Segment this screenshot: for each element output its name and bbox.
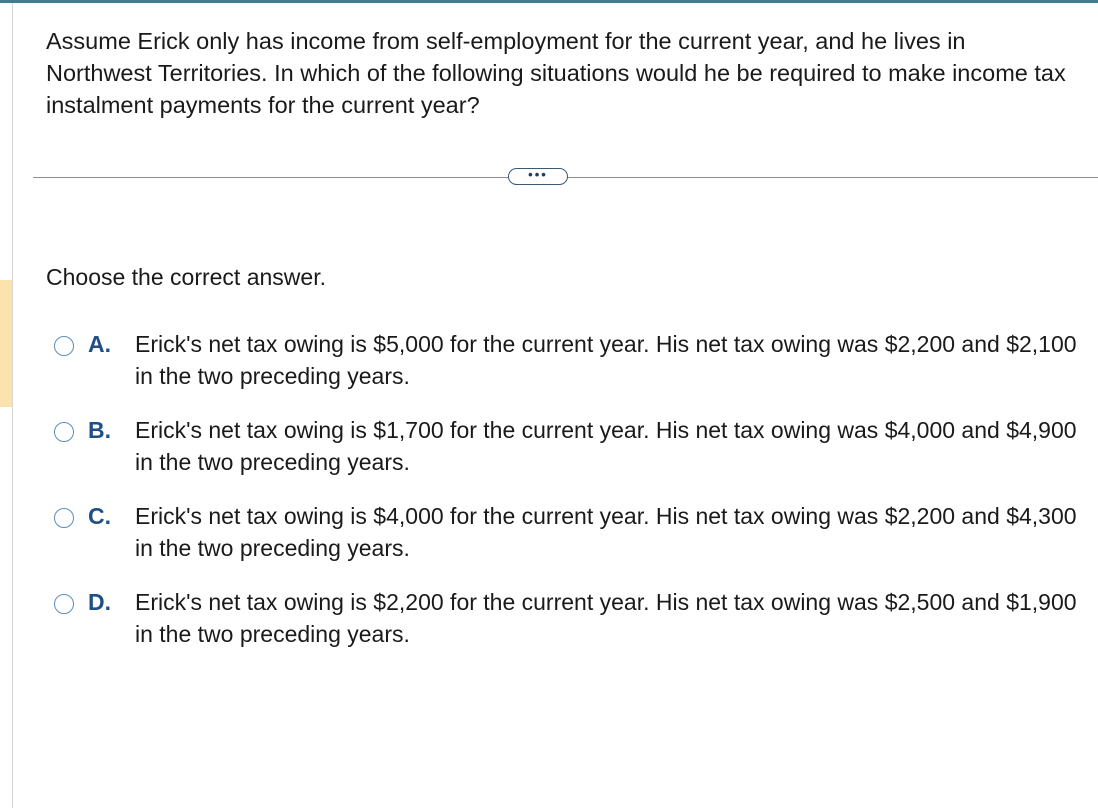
option-letter-c: C.: [88, 503, 111, 529]
ellipsis-icon: •••: [528, 166, 548, 182]
question-text: Assume Erick only has income from self-employment for the current year, and he lives in Northwest Territories. In which of the following situations would he be required to make income tax instalment payments for the current year?: [46, 28, 1066, 118]
option-b[interactable]: [54, 414, 1084, 500]
radio-button-a[interactable]: [54, 336, 74, 356]
side-highlight-tab: [0, 280, 12, 407]
radio-button-b[interactable]: [54, 422, 74, 442]
radio-button-c[interactable]: [54, 508, 74, 528]
option-text-c[interactable]: Erick's net tax owing is $4,000 for the current year. His net tax owing was $2,200 and $4,300 in the two preceding years.: [135, 503, 1077, 561]
option-text-a[interactable]: Erick's net tax owing is $5,000 for the current year. His net tax owing was $2,200 and $2,100 in the two preceding years.: [135, 331, 1077, 389]
option-letter-b: B.: [88, 417, 111, 443]
option-letter-d: D.: [88, 589, 111, 615]
answer-options: [54, 328, 1084, 672]
option-text-d[interactable]: Erick's net tax owing is $2,200 for the current year. His net tax owing was $2,500 and $1,900 in the two preceding years.: [135, 589, 1077, 647]
expand-more-button[interactable]: [508, 168, 568, 185]
option-d[interactable]: [54, 586, 1084, 672]
left-border-rule: [12, 3, 13, 808]
top-accent-rule: [0, 0, 1098, 3]
option-letter-a: A.: [88, 331, 111, 357]
option-c[interactable]: [54, 500, 1084, 586]
option-a[interactable]: [54, 328, 1084, 414]
option-text-b[interactable]: Erick's net tax owing is $1,700 for the current year. His net tax owing was $4,000 and $4,900 in the two preceding years.: [135, 417, 1077, 475]
instruction-text: Choose the correct answer.: [46, 264, 326, 290]
radio-button-d[interactable]: [54, 594, 74, 614]
